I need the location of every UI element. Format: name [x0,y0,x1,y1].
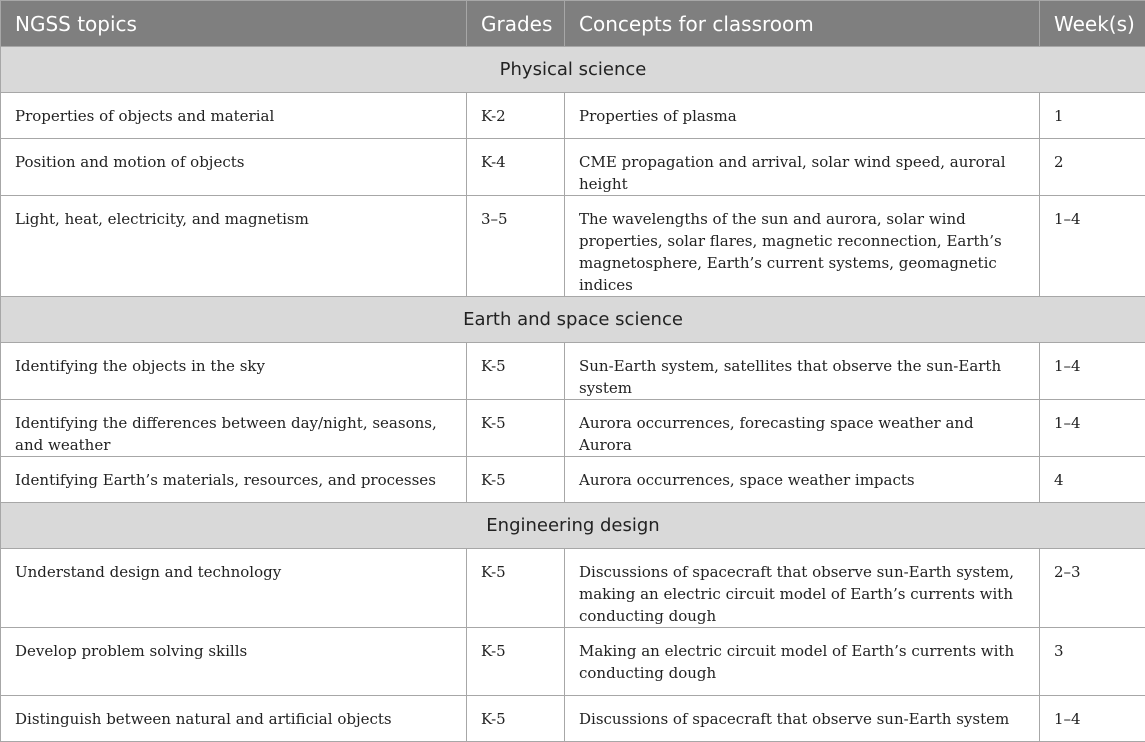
table-row [1,93,1145,139]
concepts-cell: Discussions of spacecraft that observe sun-Earth system [565,696,1040,742]
weeks-cell: 3 [1040,628,1145,696]
table-row [1,696,1145,742]
concepts-cell: Aurora occurrences, forecasting space weather and Aurora [565,400,1040,457]
header-grades: Grades [467,1,565,47]
weeks-cell: 1–4 [1040,400,1145,457]
weeks-cell: 1–4 [1040,343,1145,400]
concepts-cell: The wavelengths of the sun and aurora, solar wind properties, solar flares, magnetic reconnection, Earth’s magnetosphere, Earth’s current systems, geomagnetic indices [565,196,1040,297]
grades-cell: K-4 [467,139,565,196]
table-row [1,549,1145,628]
grades-cell: K-5 [467,696,565,742]
grades-cell: K-5 [467,343,565,400]
section-row [1,297,1145,343]
section-title: Engineering design [1,503,1145,549]
topic-cell: Identifying Earth’s materials, resources, and processes [1,457,467,503]
table-row [1,457,1145,503]
concepts-cell: CME propagation and arrival, solar wind speed, auroral height [565,139,1040,196]
weeks-cell: 2 [1040,139,1145,196]
table-row [1,628,1145,696]
weeks-cell: 1 [1040,93,1145,139]
concepts-cell: Properties of plasma [565,93,1040,139]
table-row [1,400,1145,457]
table-row [1,139,1145,196]
grades-cell: 3–5 [467,196,565,297]
concepts-cell: Making an electric circuit model of Earth’s currents with conducting dough [565,628,1040,696]
weeks-cell: 1–4 [1040,696,1145,742]
concepts-cell: Aurora occurrences, space weather impacts [565,457,1040,503]
grades-cell: K-5 [467,400,565,457]
weeks-cell: 1–4 [1040,196,1145,297]
weeks-cell: 4 [1040,457,1145,503]
header-concepts: Concepts for classroom [565,1,1040,47]
section-row [1,47,1145,93]
section-title: Earth and space science [1,297,1145,343]
grades-cell: K-5 [467,457,565,503]
weeks-cell: 2–3 [1040,549,1145,628]
topic-cell: Identifying the objects in the sky [1,343,467,400]
header-ngss-topics: NGSS topics [1,1,467,47]
concepts-cell: Discussions of spacecraft that observe sun-Earth system, making an electric circuit model of Earth’s currents with conducting dough [565,549,1040,628]
grades-cell: K-5 [467,549,565,628]
table-row [1,196,1145,297]
table-row [1,343,1145,400]
grades-cell: K-2 [467,93,565,139]
topic-cell: Develop problem solving skills [1,628,467,696]
topic-cell: Properties of objects and material [1,93,467,139]
header-row [1,1,1145,47]
topic-cell: Understand design and technology [1,549,467,628]
grades-cell: K-5 [467,628,565,696]
section-title: Physical science [1,47,1145,93]
concepts-cell: Sun-Earth system, satellites that observe the sun-Earth system [565,343,1040,400]
topic-cell: Position and motion of objects [1,139,467,196]
header-weeks: Week(s) [1040,1,1145,47]
topic-cell: Identifying the differences between day/night, seasons, and weather [1,400,467,457]
section-row [1,503,1145,549]
topic-cell: Light, heat, electricity, and magnetism [1,196,467,297]
topic-cell: Distinguish between natural and artificial objects [1,696,467,742]
